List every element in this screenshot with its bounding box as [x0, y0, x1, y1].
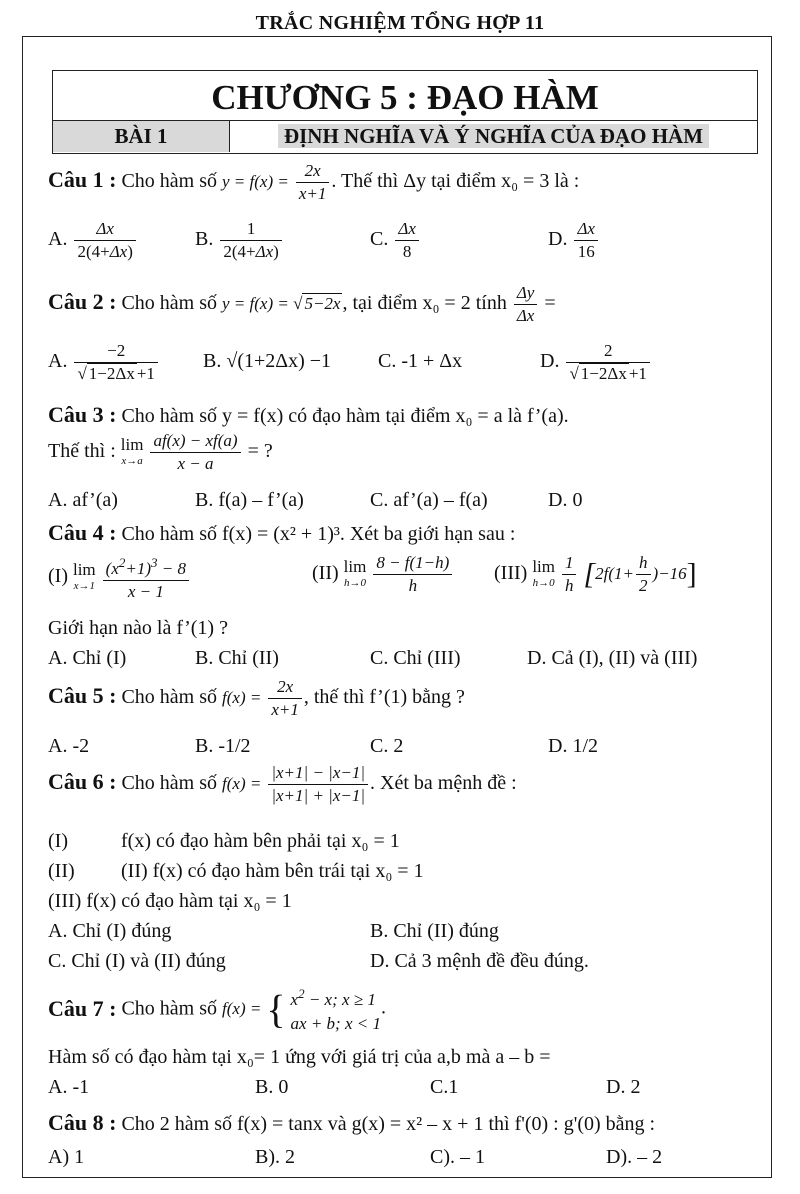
- q6-fraction: $\frac{|x+1| - |x-1|}{|x+1| + |x-1|}$: [268, 762, 368, 807]
- q3-option-c[interactable]: C. af’(a) – f(a): [370, 489, 488, 511]
- q5-func: f(x) =: [222, 688, 262, 708]
- q4-option-d[interactable]: D. Cả (I), (II) và (III): [527, 647, 698, 669]
- q1-stem: [48, 160, 579, 205]
- lesson-title-cell: [230, 121, 757, 152]
- q1-post: . Thế thì Δy tại điểm x₀ = 3 là :: [331, 170, 580, 193]
- q4-i-lim: lim x→1: [72, 559, 96, 592]
- chapter-box: [52, 70, 758, 154]
- q1-option-d[interactable]: [548, 218, 600, 263]
- q6-pre: Cho hàm số: [121, 772, 218, 795]
- q4-iii-fraction: $\frac{1}{h}$: [562, 552, 577, 597]
- q8-option-b[interactable]: B). 2: [255, 1146, 295, 1168]
- q4-ii-fraction: $\frac{8 - f(1-h)}{h}$: [373, 552, 452, 597]
- q2-option-c[interactable]: C. -1 + Δx: [378, 350, 463, 372]
- q8-option-c[interactable]: C). – 1: [430, 1146, 485, 1168]
- q6-option-d[interactable]: D. Cả 3 mệnh đề đều đúng.: [370, 950, 589, 972]
- q2-option-b[interactable]: B. √(1+2Δx) −1: [203, 350, 332, 372]
- q8-label: Câu 8 :: [48, 1110, 117, 1135]
- q1-a-math: $\frac{\Delta x}{2(4+\Delta x)}$: [74, 218, 135, 263]
- q7-option-d[interactable]: D. 2: [606, 1076, 641, 1098]
- q4-iii-h2: $\frac{h}{2}$: [636, 552, 651, 597]
- q4-i-fraction: $\frac{(x^2+1)^3 - 8}{x - 1}$: [103, 552, 189, 603]
- q8-text: Cho 2 hàm số f(x) = tanx và g(x) = x² – x + 1 thì f'(0) : g'(0) bằng :: [121, 1113, 656, 1135]
- q4-limit-ii: [312, 552, 454, 597]
- q3-option-d[interactable]: D. 0: [548, 489, 583, 511]
- q4-question: Giới hạn nào là f’(1) ?: [48, 617, 228, 639]
- lesson-label: BÀI 1: [53, 121, 230, 152]
- lesson-title: ĐỊNH NGHĨA VÀ Ý NGHĨA CỦA ĐẠO HÀM: [278, 124, 709, 148]
- q1-fraction: $\frac{2x}{x+1}$: [296, 160, 330, 205]
- q4-option-c[interactable]: C. Chỉ (III): [370, 647, 461, 669]
- q7-stem: Câu 7 : Cho hàm số f(x) = { $x^2 - x$; x ≥ 1 ax + b; x < 1 .: [48, 982, 386, 1036]
- q3-limit-line: [48, 430, 273, 475]
- q7-question: Hàm số có đạo hàm tại x₀= 1 ứng với giá trị của a,b mà a – b =: [48, 1046, 551, 1068]
- q6-s1: f(x) có đạo hàm bên phải tại x₀ = 1: [121, 830, 400, 852]
- q4-iii-label: (III): [494, 562, 528, 585]
- q5-pre: Cho hàm số: [121, 686, 218, 709]
- q3-text: Cho hàm số y = f(x) có đạo hàm tại điểm x₀ = a là f’(a).: [121, 405, 569, 427]
- q2-post: , tại điểm x₀ = 2 tính: [342, 292, 507, 315]
- q6-s2-label: (II): [48, 860, 75, 882]
- q5-option-c[interactable]: C. 2: [370, 735, 404, 757]
- q5-stem: [48, 676, 465, 721]
- q3-option-b[interactable]: B. f(a) – f’(a): [195, 489, 304, 511]
- q6-post: . Xét ba mệnh đề :: [370, 772, 517, 795]
- q1-option-c[interactable]: [370, 218, 421, 263]
- q6-s2: (II) f(x) có đạo hàm bên trái tại x₀ = 1: [121, 860, 424, 882]
- q5-fraction: $\frac{2x}{x+1}$: [268, 676, 302, 721]
- q4-limit-iii: [494, 552, 697, 597]
- q3-label: Câu 3 :: [48, 402, 117, 427]
- q6-label: Câu 6 :: [48, 769, 117, 795]
- q1-pre: Cho hàm số: [121, 170, 218, 193]
- q4-option-b[interactable]: B. Chỉ (II): [195, 647, 279, 669]
- q5-label: Câu 5 :: [48, 683, 117, 709]
- q1-label: Câu 1 :: [48, 167, 117, 193]
- q2-d-math: $\frac{2}{√ 1-2\Delta x +1}$: [566, 340, 649, 385]
- q2-option-a[interactable]: A. $\frac{-2}{√ 1-2\Delta x +1}$: [48, 340, 160, 385]
- q2-func: y = f(x) = √ 5−2x: [222, 294, 341, 314]
- q7-option-a[interactable]: A. -1: [48, 1076, 90, 1098]
- q4-iii-bracket: [: [583, 557, 596, 591]
- q1-func: y = f(x) =: [222, 172, 289, 192]
- q8-option-a[interactable]: A) 1: [48, 1146, 85, 1168]
- q1-c-math: $\frac{\Delta x}{8}$: [395, 218, 419, 263]
- q4-iii-lim: lim h→0: [532, 556, 555, 589]
- q4-iii-tail: )−16: [652, 564, 687, 584]
- q4-option-a[interactable]: A. Chỉ (I): [48, 647, 127, 669]
- q7-brace: {: [266, 986, 286, 1032]
- chapter-title: CHƯƠNG 5 : ĐẠO HÀM: [53, 71, 757, 121]
- q4-text: Cho hàm số f(x) = (x² + 1)³. Xét ba giới hạn sau :: [121, 523, 516, 545]
- q1-a-letter: A.: [48, 228, 68, 251]
- q2-pre: Cho hàm số: [121, 292, 218, 315]
- q4-ii-label: (II): [312, 562, 339, 585]
- q6-stem: [48, 762, 517, 807]
- q1-d-math: $\frac{\Delta x}{16}$: [574, 218, 598, 263]
- q2-stem: Câu 2 : Cho hàm số y = f(x) = √ 5−2x , tại điểm x₀ = 2 tính $\frac{\Delta y}{\Delta x}$ =: [48, 283, 556, 325]
- q4-stem: [48, 520, 515, 546]
- q4-iii-expr: 2f(1+: [595, 564, 635, 584]
- q3-fraction: $\frac{af(x) - xf(a)}{x - a}$: [150, 430, 240, 475]
- q7-option-b[interactable]: B. 0: [255, 1076, 289, 1098]
- q3-lim: lim x→a: [120, 434, 144, 467]
- q7-piecewise: [291, 982, 381, 1036]
- q3-option-a[interactable]: A. af’(a): [48, 489, 118, 511]
- q4-i-label: (I): [48, 565, 68, 588]
- q1-b-math: $\frac{1}{2(4+\Delta x)}$: [220, 218, 281, 263]
- q1-b-letter: B.: [195, 228, 214, 251]
- q6-s1-label: (I): [48, 830, 68, 852]
- page-header: TRẮC NGHIỆM TỔNG HỢP 11: [255, 12, 545, 34]
- q5-option-d[interactable]: D. 1/2: [548, 735, 598, 757]
- q7-pre: Cho hàm số: [121, 997, 218, 1020]
- q7-func: f(x) =: [222, 999, 262, 1018]
- q5-post: , thế thì f’(1) bằng ?: [303, 686, 465, 709]
- q7-option-c[interactable]: C.1: [430, 1076, 459, 1098]
- q1-option-a[interactable]: [48, 218, 138, 263]
- q6-option-a[interactable]: A. Chỉ (I) đúng: [48, 920, 172, 942]
- q6-option-c[interactable]: C. Chỉ (I) và (II) đúng: [48, 950, 226, 972]
- q5-option-b[interactable]: B. -1/2: [195, 735, 251, 757]
- q1-c-letter: C.: [370, 228, 389, 251]
- q8-stem: [48, 1110, 655, 1136]
- q3-stem: [48, 402, 569, 428]
- q6-option-b[interactable]: B. Chỉ (II) đúng: [370, 920, 499, 942]
- q3-line2-post: = ?: [247, 440, 273, 463]
- q7-label: Câu 7 :: [48, 996, 117, 1021]
- q7-case-1: $x^2 - x$; x ≥ 1: [290, 986, 376, 1009]
- q6-func: f(x) =: [222, 774, 262, 794]
- q4-ii-lim: lim h→0: [343, 556, 367, 589]
- q4-label: Câu 4 :: [48, 520, 117, 545]
- q6-s3: (III) f(x) có đạo hàm tại x₀ = 1: [48, 890, 292, 912]
- lesson-row: [53, 121, 757, 152]
- q2-a-math: $\frac{-2}{√ 1-2\Delta x +1}$: [74, 340, 157, 385]
- q1-option-b[interactable]: [195, 218, 284, 263]
- q2-ratio: $\frac{\Delta y}{\Delta x}$: [514, 282, 538, 327]
- q3-line2-pre: Thế thì :: [48, 440, 116, 463]
- q1-d-letter: D.: [548, 228, 568, 251]
- q7-case-2: ax + b; x < 1: [290, 1014, 381, 1033]
- q8-option-d[interactable]: D). – 2: [606, 1146, 663, 1168]
- q5-option-a[interactable]: A. -2: [48, 735, 90, 757]
- q4-limit-i: [48, 552, 191, 603]
- q2-label: Câu 2 :: [48, 289, 117, 315]
- q2-option-d[interactable]: D. $\frac{2}{√ 1-2\Delta x +1}$: [540, 340, 652, 385]
- q4-iii-bracket-close: ]: [686, 557, 697, 591]
